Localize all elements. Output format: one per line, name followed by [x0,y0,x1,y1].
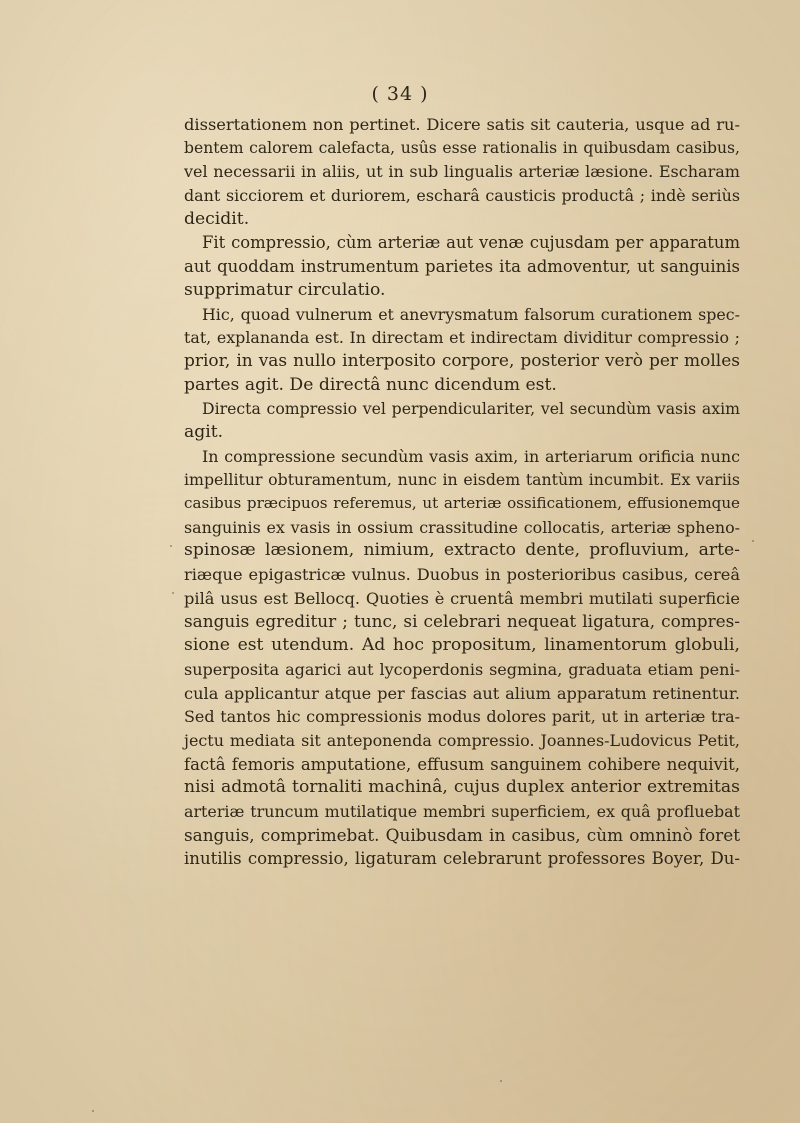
text-line: sanguis, comprimebat. Quibusdam in casibus, cùm omninò foret [184,824,740,845]
text-line: pilâ usus est Bellocq. Quoties è cruentâ membri mutilati superficie [184,588,740,608]
text-line: tat, explananda est. In directam et indirectam dividitur compressio ; [184,328,740,348]
text-line: superposita agarici aut lycoperdonis segmina, graduata etiam peni- [184,659,740,679]
text-line: sanguis egreditur ; tunc, si celebrari nequeat ligatura, compres- [184,611,740,632]
text-line: impellitur obturamentum, nunc in eisdem tantùm incumbit. Ex variis [184,470,740,490]
text-line: inutilis compressio, ligaturam celebrarunt professores Boyer, Du- [184,849,740,869]
text-line: aut quoddam instrumentum parietes ita admoventur, ut sanguinis [184,257,740,277]
page-number: ( 34 ) [371,83,429,105]
paper-speck [172,592,174,594]
text-line: Fit compressio, cùm arteriæ aut venæ cujusdam per apparatum [202,233,740,253]
text-line: arteriæ truncum mutilatique membri superficiem, ex quâ profluebat [184,801,740,821]
text-line: Hic, quoad vulnerum et anevrysmatum falsorum curationem spec- [202,304,740,324]
text-line: decidit. [184,208,250,229]
text-line: Directa compressio vel perpendiculariter, vel secundùm vasis axim [202,399,740,419]
paper-speck [500,1080,502,1082]
text-line: cula applicantur atque per fascias aut alium apparatum retinentur. [184,683,740,703]
text-line: agit. [184,421,224,442]
text-line: sione est utendum. Ad hoc propositum, linamentorum globuli, [184,635,740,656]
text-line: dissertationem non pertinet. Dicere satis sit cauteria, usque ad ru- [184,115,740,134]
text-line: partes agit. De directâ nunc dicendum est. [184,374,557,395]
text-line: In compressione secundùm vasis axim, in arteriarum orificia nunc [202,446,740,466]
text-line: dant sicciorem et duriorem, escharâ causticis productâ ; indè seriùs [184,186,740,206]
text-line: vel necessarii in aliis, ut in sub lingualis arteriæ læsione. Escharam [184,162,740,182]
text-line: Sed tantos hic compressionis modus dolores parit, ut in arteriæ tra- [184,707,740,727]
text-line: prior, in vas nullo interposito corpore, posterior verò per molles [184,350,740,371]
text-line: jectu mediata sit anteponenda compressio. Joannes-Ludovicus Petit, [184,730,740,750]
text-line: factâ femoris amputatione, effusum sanguinem cohibere nequivit, [184,754,740,774]
text-line: bentem calorem calefacta, usûs esse rationalis in quibusdam casibus, [184,138,740,157]
text-line: riæque epigastricæ vulnus. Duobus in posterioribus casibus, cereâ [184,565,740,585]
text-line: supprimatur circulatio. [184,279,386,300]
text-line: casibus præcipuos referemus, ut arteriæ ossificationem, effusionemque [184,494,740,512]
paper-speck [170,545,172,547]
paper-speck [752,540,754,542]
paper-speck [92,1110,94,1112]
text-line: sanguinis ex vasis in ossium crassitudine collocatis, arteriæ spheno- [184,517,740,537]
text-line: spinosæ læsionem, nimium, extracto dente, profluvium, arte- [184,540,740,561]
text-line: nisi admotâ tornaliti machinâ, cujus duplex anterior extremitas [184,777,740,798]
body-text [184,113,740,871]
